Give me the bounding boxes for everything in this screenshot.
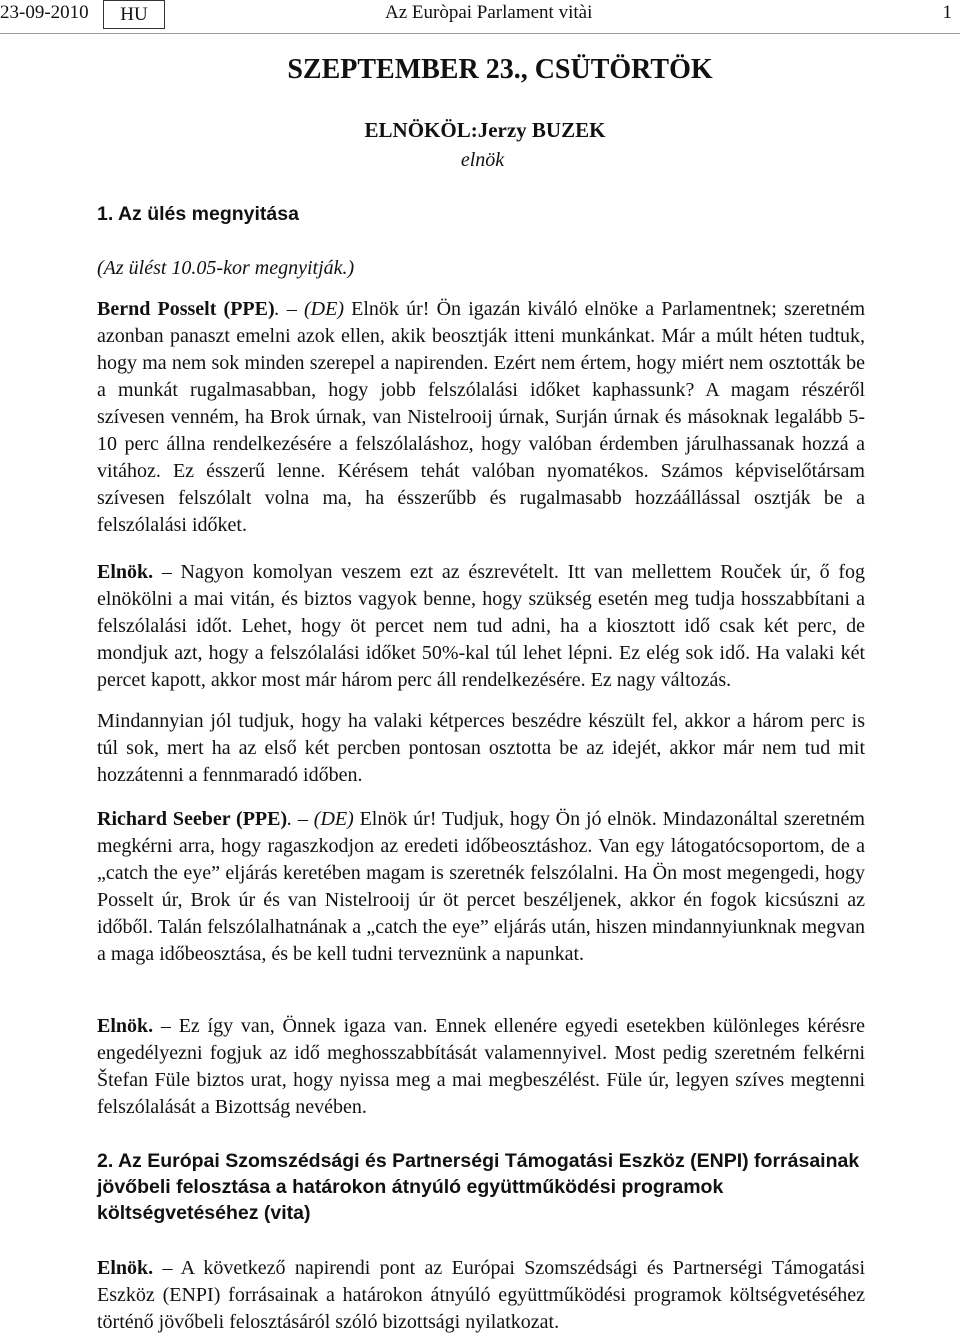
page-number: 1 [942, 2, 952, 23]
paragraph [97, 296, 865, 539]
speaker-name: Richard Seeber (PPE) [97, 808, 288, 830]
speaker-name: Elnök. [97, 561, 154, 583]
language-box: HU [103, 0, 165, 29]
speaker-name: Elnök. [97, 1015, 154, 1037]
language-marker: . – (DE) [274, 298, 344, 320]
paragraph [97, 559, 865, 694]
intervention-president-1 [97, 559, 865, 694]
intervention-president-3 [97, 1255, 865, 1336]
president-continuation [97, 708, 865, 789]
paragraph [97, 1255, 865, 1336]
speech-text: – Ez így van, Önnek igaza van. Ennek ellenére egyedi esetekben különleges kérésre engedélyezni fogjuk az idő meghosszabbítását valamennyivel. Most pedig szeretném felkérni Štefan Füle biztos urat, hogy nyissa meg a mai megbeszélést. Füle úr, legyen szíves megtenni felszólalását a Bizottság nevében. [97, 1015, 865, 1118]
document-title: Az Euròpai Parlament vitài [385, 2, 593, 23]
intervention-posselt [97, 296, 865, 539]
speech-text: Elnök úr! Tudjuk, hogy Ön jó elnök. Mindazonáltal szeretném megkérni arra, hogy ragaszkodjon az eredeti időbeosztáshoz. Van egy látogatócsoportom, de a „catch the eye” eljárás keretében magam is szeretnék felszólalni. Ha Ön most megengedi, hogy Posselt úr, Brok úr és van Nistelrooij úr öt percet beszéljenek, akkor én fogok kicsúszni az időből. Talán felszólalhatnának a „catch the eye” eljárás után, hiszen mindannyiunknak megvan a maga időbeosztása, és be kell tudni terveznünk a napunkat. [97, 808, 865, 965]
section-1-heading: 1. Az ülés megnyitása [97, 203, 299, 225]
chair-line: ELNÖKÖL:Jerzy BUZEK [364, 118, 606, 142]
language-marker: . – (DE) [287, 808, 354, 830]
intervention-seeber [97, 806, 865, 968]
page-header [0, 0, 960, 36]
speaker-name: Elnök. [97, 1257, 154, 1279]
paragraph [97, 1013, 865, 1121]
speech-text: – A következő napirendi pont az Európai Szomszédsági és Partnerségi Támogatási Eszköz (ENPI) forrásainak a határokon átnyúló együttműködési programok költségvetéséhez történő jövőbeli felosztásáról szóló bizottsági nyilatkozat. [97, 1257, 865, 1333]
header-date: 23-09-2010 [0, 2, 89, 23]
session-note [97, 255, 865, 282]
paragraph [97, 806, 865, 968]
speaker-name: Bernd Posselt (PPE) [97, 298, 275, 320]
session-opening-note: (Az ülést 10.05-kor megnyitják.) [97, 257, 355, 279]
speech-text: – Nagyon komolyan veszem ezt az észrevételt. Itt van mellettem Rouček úr, ő fog elnökölni a mai vitán, és biztos vagyok benne, hogy szükség esetén meg tudja hosszabbítani a felszólalási időt. Lehet, hogy öt percet nem tud adni, ha a kiosztott idő csak két perc, de mondjuk azt, hogy a felszólalási időket 50%-kal túl lehet lépni. Ez elég sok idő. Ha valaki két percet kapott, akkor most már három perc áll rendelkezésére. Ez nagy változás. [97, 561, 865, 691]
speech-text: Elnök úr! Ön igazán kiváló elnöke a Parlamentnek; szeretném azonban panaszt emelni azok ellen, akik beosztják itteni munkánkat. Már a múlt héten tudtuk, hogy ma nem sok minden szerepel a napirenden. Ezért nem értem, hogy miért nem osztották be a munkát rugalmasabban, hogy jobb felszólalási időket kaphassunk? A magam részéről szívesen venném, ha Brok úrnak, van Nistelrooij úrnak, Surján úrnak és másoknak legalább 5-10 perc állna rendelkezésére a felszólaláshoz, hogy valóban érdemben járulhassanak hozzá a vitához. Ez ésszerű lenne. Kérésem tehát valóban nyomatékos. Számos képviselőtársam szívesen felszólalt volna ma, ha ésszerűbb és rugalmasabb hozzáállással osztják be a felszólalási időket. [97, 298, 866, 536]
chair-role: elnök [460, 149, 505, 171]
paragraph: Mindannyian jól tudjuk, hogy ha valaki kétperces beszédre készült fel, akkor a három perc is túl sok, mert ha az első két percben pontosan osztotta be az idejét, akkor már nem tud mit hozzátenni a fennmaradó időben. [97, 710, 865, 786]
header-rule [0, 33, 960, 34]
intervention-president-2 [97, 1013, 865, 1121]
day-title: SZEPTEMBER 23., CSÜTÖRTÖK [287, 54, 713, 85]
section-2-heading: 2. Az Európai Szomszédsági és Partnerségi Támogatási Eszköz (ENPI) forrásainak jövőbeli felosztása a határokon átnyúló együttműködési programok költségvetéséhez (vita) [97, 1150, 860, 1224]
